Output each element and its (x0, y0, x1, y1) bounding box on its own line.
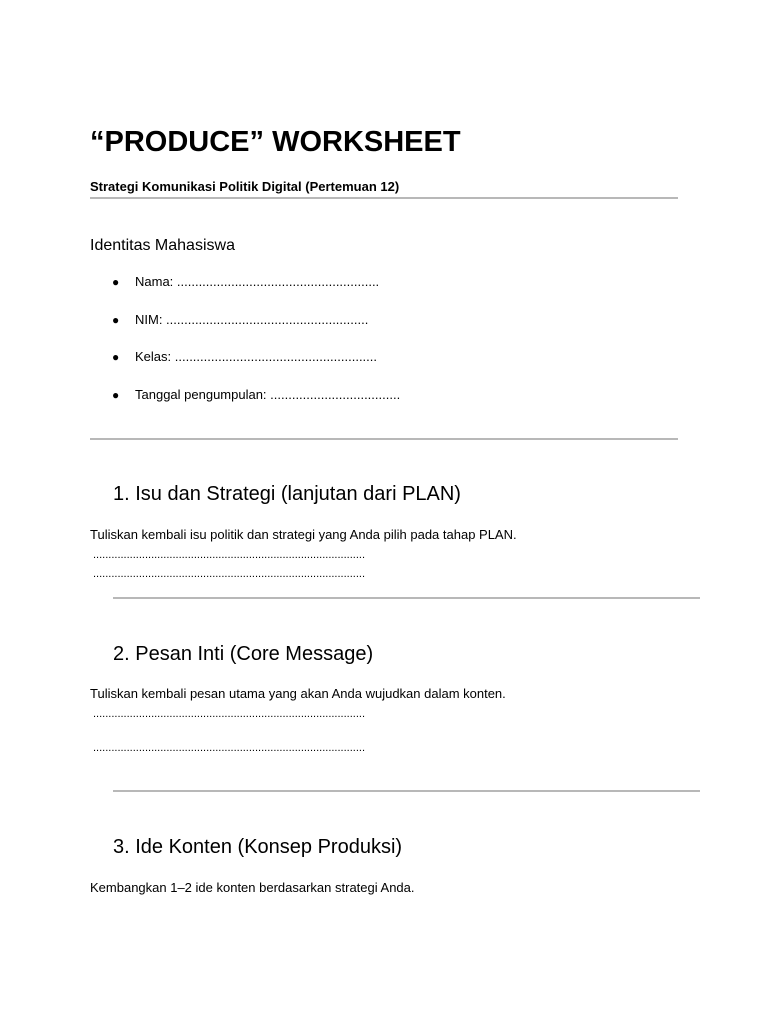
answer-line: ......................................................................................... (93, 568, 365, 580)
section-instruction: Kembangkan 1–2 ide konten berdasarkan strategi Anda. (90, 880, 415, 895)
identity-field-tanggal (112, 386, 400, 404)
bullet-icon: ● (112, 313, 120, 327)
identity-field-nim (112, 311, 368, 329)
answer-line: ......................................................................................... (93, 549, 365, 561)
section-heading: 2. Pesan Inti (Core Message) (113, 643, 374, 665)
bullet-icon: ● (112, 275, 120, 289)
section-instruction: Tuliskan kembali pesan utama yang akan Anda wujudkan dalam konten. (90, 686, 506, 701)
answer-line: ......................................................................................... (93, 708, 365, 720)
section-heading: 1. Isu dan Strategi (lanjutan dari PLAN) (113, 483, 461, 505)
field-label: Tanggal pengumpulan: .................................... (135, 387, 401, 402)
field-label: Kelas: ........................................................ (135, 349, 378, 364)
page-title: “PRODUCE” WORKSHEET (90, 126, 461, 158)
section-instruction: Tuliskan kembali isu politik dan strategi yang Anda pilih pada tahap PLAN. (90, 527, 517, 542)
field-label: NIM: ........................................................ (135, 312, 369, 327)
identity-field-kelas (112, 348, 377, 366)
section-heading: 3. Ide Konten (Konsep Produksi) (113, 836, 403, 858)
divider (90, 438, 678, 440)
bullet-icon: ● (112, 388, 120, 402)
field-label: Nama: ........................................................ (135, 274, 380, 289)
divider (113, 790, 700, 792)
identity-field-name (112, 273, 379, 291)
answer-line: ......................................................................................... (93, 742, 365, 754)
divider (90, 197, 678, 199)
page-subtitle: Strategi Komunikasi Politik Digital (Pertemuan 12) (90, 179, 400, 194)
bullet-icon: ● (112, 350, 120, 364)
divider (113, 597, 700, 599)
identity-heading: Identitas Mahasiswa (90, 237, 235, 254)
